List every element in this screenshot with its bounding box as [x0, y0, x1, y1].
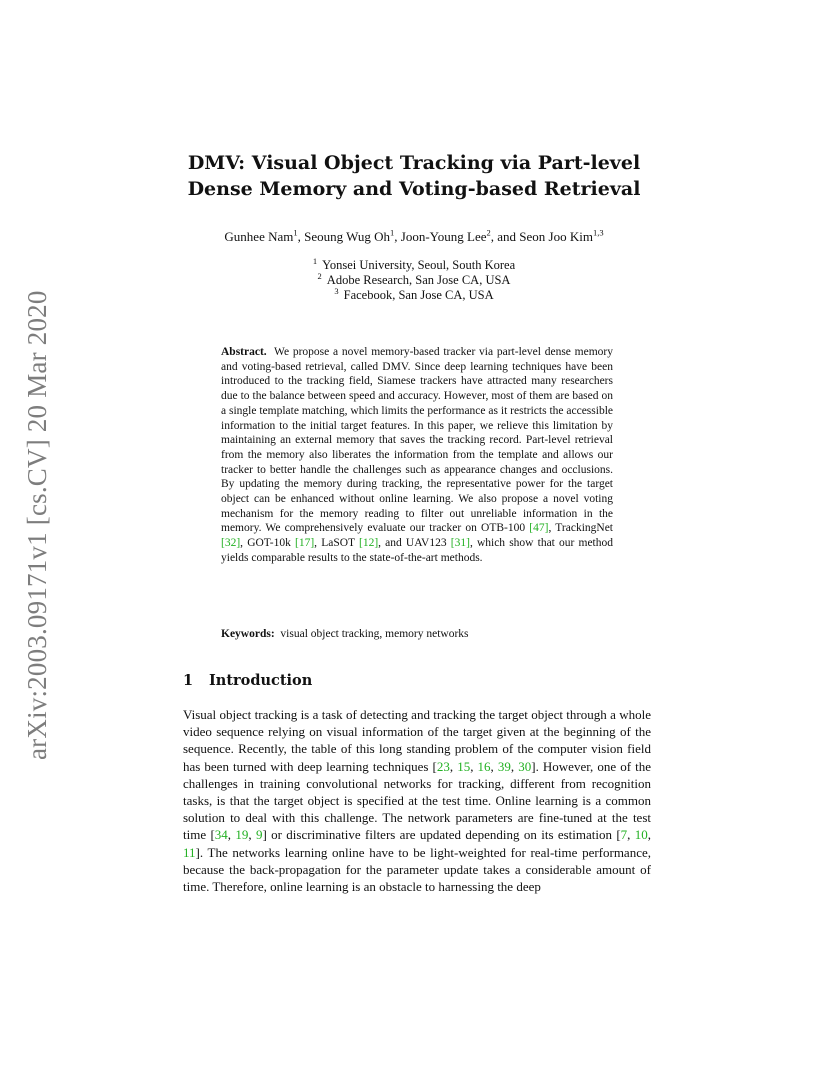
citation-separator: , [490, 758, 498, 774]
citation-separator: , [647, 827, 652, 843]
author-name: Seoung Wug Oh [304, 229, 391, 244]
author-affil-mark: 1 [390, 227, 395, 238]
author-separator: , [297, 229, 305, 244]
body-text: ]. However, one of the challenges in training convolutional networks for tracking, different from recognition tasks, is that the target object is specified at the test time. Online learning is a common solution to deal with this challenge. The network parameters are fine-tuned at the test time [ [183, 758, 652, 843]
section-title: Introduction [209, 672, 313, 689]
citation-separator: , [449, 758, 458, 774]
citation-link[interactable]: 9 [255, 827, 263, 843]
affiliation-mark: 1 [312, 255, 318, 266]
keywords-label: Keywords: [221, 628, 275, 640]
author-separator: , [394, 229, 401, 244]
abstract [221, 345, 613, 566]
affiliation-mark: 3 [334, 285, 339, 296]
body-text: ]. The networks learning online have to be light-weighted for real-time performance, because the back-propagation for the parameter update takes a considerable amount of time. Therefore, online learning is an obstacle to harnessing the deep [183, 844, 651, 895]
abstract-label: Abstract. [221, 346, 267, 358]
arxiv-identifier: arXiv:2003.09171v1 [cs.CV] 20 Mar 2020 [22, 290, 52, 760]
citation-link[interactable]: 10 [634, 827, 648, 843]
citation-link[interactable]: 39 [497, 758, 511, 774]
author-name: Joon-Young Lee [400, 229, 487, 244]
introduction-paragraph [183, 706, 651, 895]
citation-separator: , [227, 827, 236, 843]
citation-link[interactable]: 15 [457, 758, 471, 774]
citation-link[interactable]: 19 [235, 827, 249, 843]
citation-separator: , [510, 758, 519, 774]
citation-link[interactable]: [32] [221, 537, 241, 550]
author-affil-mark: 1,3 [592, 227, 604, 238]
citation-link[interactable]: [12] [358, 537, 379, 550]
affiliation-text: Yonsei University, Seoul, South Korea [322, 258, 516, 272]
citation-link[interactable]: 11 [183, 844, 196, 860]
abstract-text: , GOT-10k [240, 537, 295, 550]
citation-link[interactable]: [31] [450, 537, 470, 550]
citation-link[interactable]: 16 [477, 758, 491, 774]
abstract-text: , and UAV123 [378, 537, 451, 550]
keywords [221, 627, 613, 642]
affiliation [0, 255, 828, 273]
affiliation-mark: 2 [317, 270, 322, 281]
title-line-1: DMV: Visual Object Tracking via Part-level [187, 152, 641, 174]
citation-separator: , [470, 758, 478, 774]
keywords-text: visual object tracking, memory networks [280, 628, 469, 640]
affiliation-text: Adobe Research, San Jose CA, USA [326, 273, 511, 287]
author-separator: , and [490, 229, 520, 244]
author-name: Gunhee Nam [224, 229, 294, 244]
citation-link[interactable]: 30 [518, 758, 532, 774]
abstract-text: , which show that our method yields comparable results to the state-of-the-art methods. [221, 537, 613, 564]
abstract-text: We propose a novel memory-based tracker via part-level dense memory and voting-based retrieval, called DMV. Since deep learning techniques have been introduced to the tracking field, Siamese trackers have attracted many researchers due to the balance between speed and accuracy. However, most of them are based on a single template matching, which limits the performance as it restricts the accessible information to the initial target features. In this paper, we relieve this limitation by maintaining an external memory that saves the tracking record. Part-level retrieval from the memory also liberates the information from the template and allows our tracker to better handle the challenges such as appearance changes and occlusions. By updating the memory during tracking, the representative power for the target object can be enhanced without online learning. We also propose a novel voting mechanism for the memory reading to filter out unreliable information in the memory. We comprehensively evaluate our tracker on OTB-100 [221, 346, 613, 535]
abstract-text: , TrackingNet [548, 522, 613, 535]
author-name: Seon Joo Kim [519, 229, 593, 244]
affiliation-text: Facebook, San Jose CA, USA [343, 288, 494, 302]
body-text: ] or discriminative filters are updated depending on its estimation [ [262, 827, 621, 843]
citation-link[interactable]: 34 [214, 827, 228, 843]
affiliation [0, 270, 828, 288]
affiliation [0, 285, 828, 303]
author-affil-mark: 2 [486, 227, 491, 238]
citation-link[interactable]: [47] [529, 522, 549, 535]
abstract-text: , LaSOT [314, 537, 359, 550]
author-affil-mark: 1 [293, 227, 298, 238]
citation-separator: , [627, 827, 635, 843]
section-number: 1 [183, 672, 194, 689]
paper-title [0, 150, 828, 202]
citation-separator: , [248, 827, 256, 843]
body-text: Visual object tracking is a task of detecting and tracking the target object through a whole video sequence relying on visual information of the target given at the beginning of the sequence. Recently, the table of this long standing problem of the computer vision field has been turned with deep learning techniques [ [183, 707, 651, 774]
author-list [0, 228, 828, 246]
section-heading [183, 671, 312, 691]
affiliation-list [0, 255, 828, 303]
title-line-2: Dense Memory and Voting-based Retrieval [187, 178, 641, 200]
citation-link[interactable]: [17] [295, 537, 315, 550]
citation-link[interactable]: 7 [620, 827, 628, 843]
citation-link[interactable]: 23 [436, 758, 450, 774]
